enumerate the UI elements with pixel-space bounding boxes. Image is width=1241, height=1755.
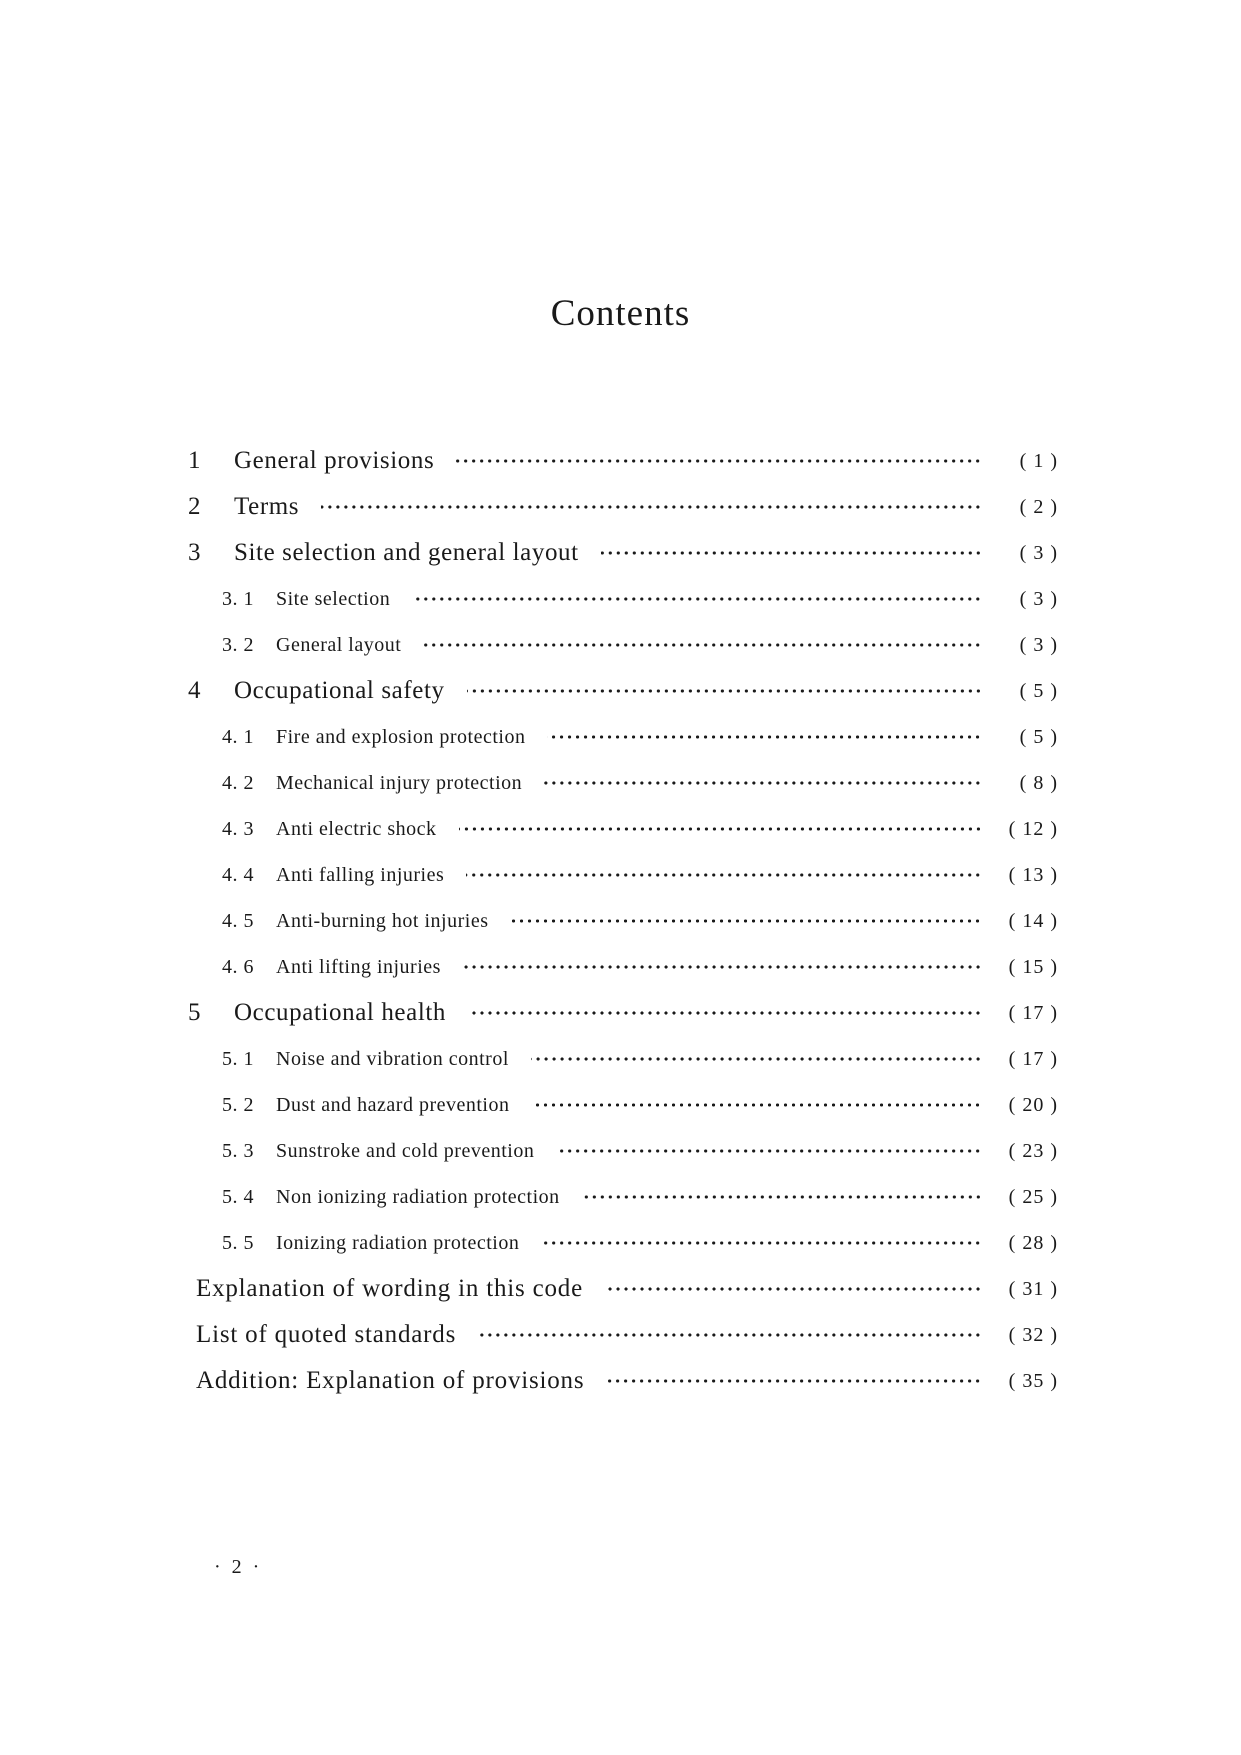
toc-entry-page: ( 5 )	[1019, 725, 1058, 748]
toc-entry-title: Dust and hazard prevention	[276, 1093, 510, 1116]
toc-entry-page: ( 17 )	[1008, 1047, 1058, 1070]
toc-entry[interactable]	[188, 1036, 1058, 1082]
dot-leader	[544, 781, 982, 785]
toc-entry-title: Fire and explosion protection	[276, 725, 526, 748]
toc-entry[interactable]	[188, 484, 1058, 530]
page-title: Contents	[550, 293, 691, 334]
toc-entry-number: 3. 1	[222, 587, 254, 610]
toc-entry-number: 5. 1	[222, 1047, 254, 1070]
toc-entry-number: 3	[188, 539, 202, 566]
toc-entry-title: Addition: Explanation of provisions	[196, 1367, 585, 1394]
toc-entry-page: ( 8 )	[1019, 771, 1058, 794]
toc-entry-title: Anti falling injuries	[276, 863, 445, 886]
toc-entry-title: Occupational safety	[234, 677, 445, 704]
toc-entry-number: 4. 2	[222, 771, 254, 794]
toc-entry-page: ( 1 )	[1019, 449, 1058, 472]
dot-leader	[423, 643, 982, 647]
toc-entry[interactable]	[188, 1266, 1058, 1312]
toc-entry-title: General layout	[276, 633, 402, 656]
toc-entry-number: 3. 2	[222, 633, 254, 656]
toc-entry-number: 4. 1	[222, 725, 254, 748]
dot-leader	[456, 459, 982, 463]
toc-entry-number: 4. 4	[222, 863, 254, 886]
toc-entry-title: Terms	[234, 493, 300, 520]
toc-entry-number: 4	[188, 677, 202, 704]
toc-entry-title: General provisions	[234, 447, 435, 474]
toc-entry-page: ( 32 )	[1008, 1323, 1058, 1346]
toc-entry-title: Ionizing radiation protection	[276, 1231, 520, 1254]
toc-entry[interactable]	[188, 622, 1058, 668]
toc-entry[interactable]	[188, 714, 1058, 760]
toc-entry[interactable]	[188, 1174, 1058, 1220]
toc-entry[interactable]	[188, 990, 1058, 1036]
dot-leader	[605, 1287, 982, 1291]
toc-entry-page: ( 12 )	[1008, 817, 1058, 840]
toc-entry-page: ( 35 )	[1008, 1369, 1058, 1392]
toc-entry-number: 5. 3	[222, 1139, 254, 1162]
toc-entry-title: Sunstroke and cold prevention	[276, 1139, 535, 1162]
toc-entry-number: 5. 2	[222, 1093, 254, 1116]
toc-entry-number: 5. 4	[222, 1185, 254, 1208]
toc-entry-title: Anti-burning hot injuries	[276, 909, 489, 932]
dot-leader	[468, 1011, 982, 1015]
dot-leader	[510, 919, 982, 923]
toc-entry-title: Explanation of wording in this code	[196, 1275, 583, 1302]
toc-entry-title: Anti lifting injuries	[276, 955, 441, 978]
page-number: · 2 ·	[214, 1556, 263, 1578]
dot-leader	[412, 597, 982, 601]
toc-entry[interactable]	[188, 1128, 1058, 1174]
dot-leader	[547, 735, 982, 739]
toc-entry-page: ( 20 )	[1008, 1093, 1058, 1116]
dot-leader	[459, 827, 982, 831]
toc-entry-title: Mechanical injury protection	[276, 771, 523, 794]
toc-entry-page: ( 3 )	[1019, 541, 1058, 564]
toc-entry-title: List of quoted standards	[196, 1321, 457, 1348]
toc-entry-title: Occupational health	[234, 999, 447, 1026]
toc-entry[interactable]	[188, 852, 1058, 898]
dot-leader	[531, 1057, 982, 1061]
toc-entry-page: ( 2 )	[1019, 495, 1058, 518]
toc-entry-number: 2	[188, 493, 202, 520]
toc-entry-title: Anti electric shock	[276, 817, 437, 840]
dot-leader	[478, 1333, 982, 1337]
dot-leader	[321, 505, 982, 509]
dot-leader	[582, 1195, 982, 1199]
dot-leader	[531, 1103, 982, 1107]
dot-leader	[466, 873, 982, 877]
dot-leader	[463, 965, 982, 969]
toc-entry-page: ( 15 )	[1008, 955, 1058, 978]
toc-entry-title: Site selection	[276, 587, 391, 610]
toc-entry[interactable]	[188, 898, 1058, 944]
toc-entry-number: 4. 3	[222, 817, 254, 840]
toc-entry-number: 4. 6	[222, 955, 254, 978]
dot-leader	[467, 689, 982, 693]
toc-entry-title: Noise and vibration control	[276, 1047, 509, 1070]
toc-entry[interactable]	[188, 576, 1058, 622]
toc-entry-page: ( 23 )	[1008, 1139, 1058, 1162]
toc-entry[interactable]	[188, 806, 1058, 852]
toc-entry[interactable]	[188, 1082, 1058, 1128]
toc-entry-page: ( 25 )	[1008, 1185, 1058, 1208]
toc-entry-title: Site selection and general layout	[234, 539, 579, 566]
toc-entry[interactable]	[188, 530, 1058, 576]
toc-entry-page: ( 28 )	[1008, 1231, 1058, 1254]
toc-entry[interactable]	[188, 668, 1058, 714]
toc-entry[interactable]	[188, 1220, 1058, 1266]
dot-leader	[601, 551, 982, 555]
toc-entry-page: ( 31 )	[1008, 1277, 1058, 1300]
toc-entry-page: ( 5 )	[1019, 679, 1058, 702]
toc-entry-page: ( 13 )	[1008, 863, 1058, 886]
toc-entry-page: ( 17 )	[1008, 1001, 1058, 1024]
toc-entry[interactable]	[188, 1312, 1058, 1358]
dot-leader	[541, 1241, 982, 1245]
dot-leader	[606, 1379, 982, 1383]
toc-entry-number: 5. 5	[222, 1231, 254, 1254]
toc-entry-number: 5	[188, 999, 202, 1026]
toc-entry-number: 4. 5	[222, 909, 254, 932]
toc-entry-page: ( 3 )	[1019, 633, 1058, 656]
toc-entry-page: ( 3 )	[1019, 587, 1058, 610]
toc-entry[interactable]	[188, 438, 1058, 484]
table-of-contents	[188, 438, 1058, 1404]
toc-entry[interactable]	[188, 1358, 1058, 1404]
dot-leader	[556, 1149, 982, 1153]
toc-entry[interactable]	[188, 944, 1058, 990]
toc-entry-page: ( 14 )	[1008, 909, 1058, 932]
toc-entry-number: 1	[188, 447, 202, 474]
toc-entry-title: Non ionizing radiation protection	[276, 1185, 560, 1208]
toc-entry[interactable]	[188, 760, 1058, 806]
